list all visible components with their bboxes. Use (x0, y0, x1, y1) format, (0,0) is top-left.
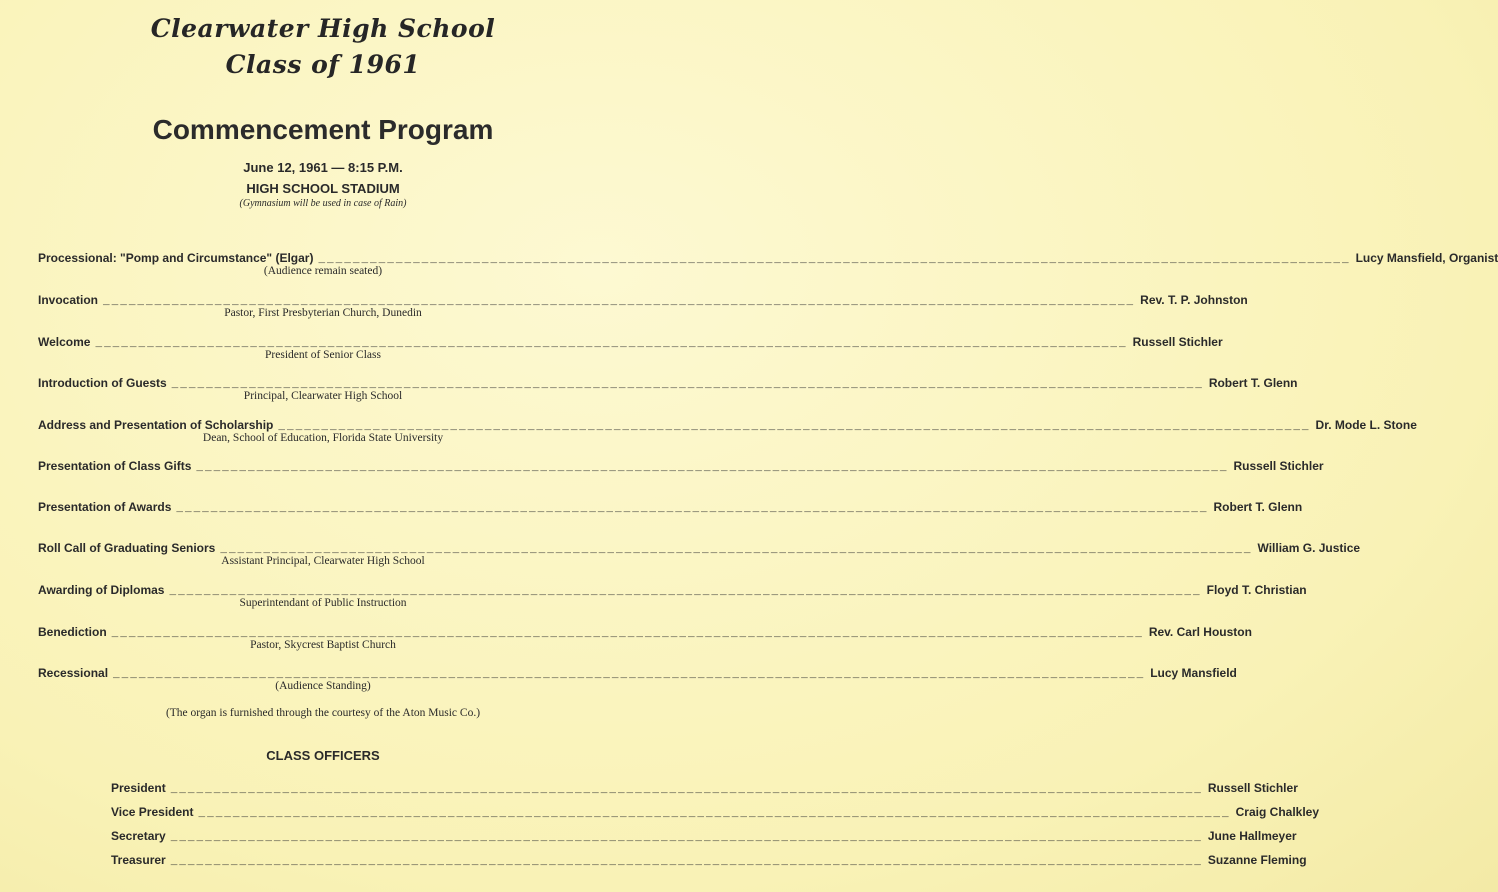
program-item-label: Awarding of Diplomas (38, 583, 165, 597)
officer-row (111, 829, 1297, 844)
leader-dots: ________________________________________________________________________________________________________________________ (318, 254, 1351, 266)
officer-row (111, 781, 1298, 796)
program-item-note: Pastor, First Presbyterian Church, Dunedin (224, 307, 422, 319)
leader-dots: ________________________________________________________________________________________________________________________ (196, 462, 1229, 474)
program-item-label: Recessional (38, 666, 109, 680)
program-row (38, 335, 1223, 350)
program-item-label: Presentation of Class Gifts (38, 459, 192, 473)
officer-role: President (111, 781, 166, 795)
officer-role: Vice President (111, 805, 194, 819)
program-item-person: Russell Stichler (1233, 459, 1324, 473)
class-year: Class of 1961 (225, 50, 421, 79)
program-row (38, 459, 1324, 474)
program-row (38, 583, 1307, 598)
officer-row (111, 853, 1307, 868)
leader-dots: ________________________________________________________________________________________________________________________ (103, 296, 1136, 308)
program-row (38, 500, 1303, 515)
officer-role: Secretary (111, 829, 166, 843)
program-item-note: President of Senior Class (265, 349, 381, 361)
program-row (38, 666, 1237, 681)
program-item-label: Processional: "Pomp and Circumstance" (Elgar) (38, 251, 314, 265)
organ-note: (The organ is furnished through the courtesy of the Aton Music Co.) (165, 707, 481, 719)
program-item-person: Rev. Carl Houston (1148, 625, 1252, 639)
officers-heading: CLASS OFFICERS (266, 748, 380, 763)
program-item-note: Superintendant of Public Instruction (239, 597, 407, 609)
officer-row (111, 805, 1320, 820)
leader-dots: ________________________________________________________________________________________________________________________ (95, 338, 1128, 350)
program-item-person: Floyd T. Christian (1206, 583, 1307, 597)
venue: HIGH SCHOOL STADIUM (246, 181, 400, 196)
program-item-note: Principal, Clearwater High School (243, 390, 403, 402)
program-item-person: Rev. T. P. Johnston (1140, 293, 1248, 307)
program-item-person: Dr. Mode L. Stone (1315, 418, 1417, 432)
program-item-label: Presentation of Awards (38, 500, 172, 514)
leader-dots: ________________________________________________________________________________________________________________________ (113, 669, 1146, 681)
date-time: June 12, 1961 — 8:15 P.M. (243, 160, 403, 175)
program-item-person: Robert T. Glenn (1213, 500, 1303, 514)
program-item-label: Address and Presentation of Scholarship (38, 418, 274, 432)
program-item-label: Benediction (38, 625, 107, 639)
program-item-note: (Audience Standing) (275, 680, 371, 692)
leader-dots: ________________________________________________________________________________________________________________________ (171, 379, 1204, 391)
leader-dots: ________________________________________________________________________________________________________________________ (170, 784, 1203, 796)
leader-dots: ________________________________________________________________________________________________________________________ (198, 808, 1231, 820)
program-item-person: Russell Stichler (1132, 335, 1223, 349)
program-item-person: Lucy Mansfield, Organist (1355, 251, 1498, 265)
program-item-note: Pastor, Skycrest Baptist Church (250, 639, 396, 651)
program-row (38, 418, 1417, 433)
officer-name: Craig Chalkley (1235, 805, 1320, 819)
program-row (38, 251, 1498, 266)
officer-name: Suzanne Fleming (1207, 853, 1307, 867)
leader-dots: ________________________________________________________________________________________________________________________ (169, 586, 1202, 598)
leader-dots: ________________________________________________________________________________________________________________________ (170, 856, 1203, 868)
program-item-person: William G. Justice (1257, 541, 1361, 555)
program-row (38, 293, 1248, 308)
program-item-person: Robert T. Glenn (1208, 376, 1298, 390)
program-item-note: Dean, School of Education, Florida State University (202, 432, 444, 444)
leader-dots: ________________________________________________________________________________________________________________________ (278, 421, 1311, 433)
rain-note: (Gymnasium will be used in case of Rain) (239, 198, 407, 209)
leader-dots: ________________________________________________________________________________________________________________________ (170, 832, 1203, 844)
program-row (38, 376, 1298, 391)
program-item-label: Roll Call of Graduating Seniors (38, 541, 216, 555)
program-item-person: Lucy Mansfield (1150, 666, 1237, 680)
program-item-label: Invocation (38, 293, 99, 307)
officer-role: Treasurer (111, 853, 166, 867)
program-item-label: Welcome (38, 335, 91, 349)
leader-dots: ________________________________________________________________________________________________________________________ (111, 628, 1144, 640)
program-row (38, 625, 1252, 640)
program-item-note: (Audience remain seated) (263, 265, 383, 277)
leader-dots: ________________________________________________________________________________________________________________________ (176, 503, 1209, 515)
program-item-note: Assistant Principal, Clearwater High School (221, 555, 425, 567)
leader-dots: ________________________________________________________________________________________________________________________ (220, 544, 1253, 556)
officer-name: Russell Stichler (1207, 781, 1298, 795)
page-title: Commencement Program (152, 114, 494, 145)
school-name: Clearwater High School (150, 14, 496, 43)
officer-name: June Hallmeyer (1207, 829, 1297, 843)
program-row (38, 541, 1361, 556)
program-item-label: Introduction of Guests (38, 376, 167, 390)
